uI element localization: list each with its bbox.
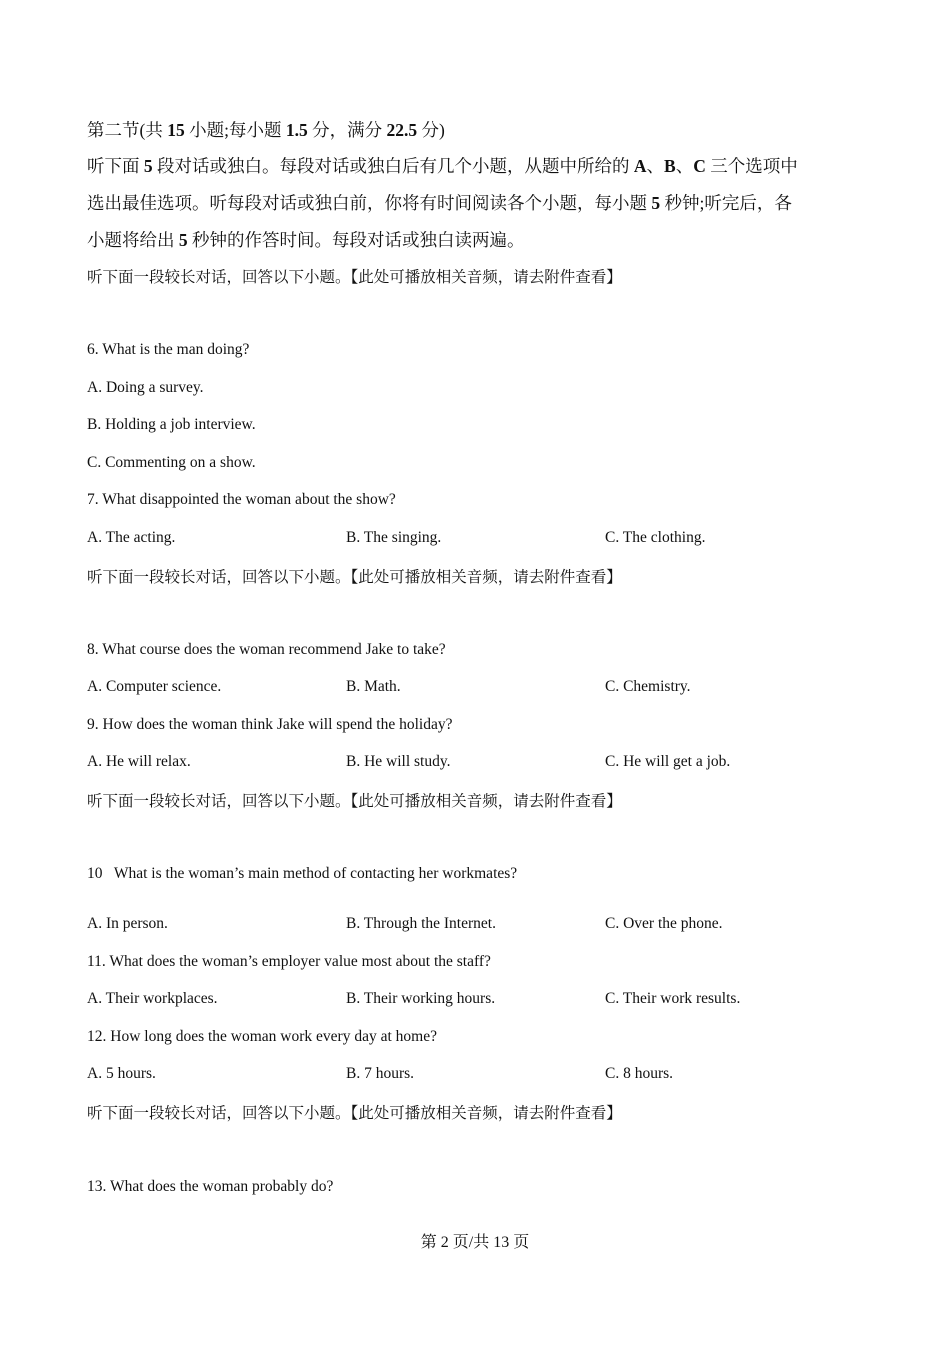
text: 段对话或独白。每段对话或独白后有几个小题，从题中所给的 xyxy=(152,156,634,176)
question-13: 13. What does the woman probably do? xyxy=(87,1178,334,1195)
question-6: 6. What is the man doing? xyxy=(87,341,250,358)
option-b: B. The singing. xyxy=(346,529,442,546)
audio-note: 听下面一段较长对话，回答以下小题。【此处可播放相关音频，请去附件查看】 xyxy=(87,793,622,810)
option-b: B. Math. xyxy=(346,678,401,695)
audio-note: 听下面一段较长对话，回答以下小题。【此处可播放相关音频，请去附件查看】 xyxy=(87,569,622,586)
letter: B xyxy=(664,156,676,176)
letter: A xyxy=(633,156,647,176)
instruction-line-1 xyxy=(87,153,798,178)
option-b: B. Through the Internet. xyxy=(346,915,496,932)
letter: C xyxy=(693,156,706,176)
question-10: 10 What is the woman’s main method of contacting her workmates? xyxy=(87,865,518,882)
text: 、 xyxy=(675,156,694,176)
instruction-line-2 xyxy=(87,190,792,215)
option-c: C. Over the phone. xyxy=(605,915,723,932)
num: 5 xyxy=(143,156,153,176)
text: 三个选项中 xyxy=(705,156,798,176)
option-a: A. Their workplaces. xyxy=(87,990,218,1007)
option-a: A. Doing a survey. xyxy=(87,379,204,396)
option-a: A. The acting. xyxy=(87,529,176,546)
option-c: C. The clothing. xyxy=(605,529,706,546)
title-part: 小题;每小题 xyxy=(184,120,286,140)
text: 听下面 xyxy=(87,156,144,176)
title-total: 22.5 xyxy=(386,120,418,140)
text: 、 xyxy=(646,156,665,176)
option-c: C. Their work results. xyxy=(605,990,741,1007)
title-part: 分) xyxy=(417,120,445,140)
option-b: B. Holding a job interview. xyxy=(87,416,256,433)
text: 小题将给出 xyxy=(87,230,179,250)
question-9: 9. How does the woman think Jake will spend the holiday? xyxy=(87,716,453,733)
option-a: A. 5 hours. xyxy=(87,1065,156,1082)
title-part: 第二节(共 xyxy=(87,120,168,140)
title-count: 15 xyxy=(167,120,185,140)
text: 秒钟的作答时间。每段对话或独白读两遍。 xyxy=(187,230,525,250)
question-12: 12. How long does the woman work every day at home? xyxy=(87,1028,437,1045)
audio-note: 听下面一段较长对话，回答以下小题。【此处可播放相关音频，请去附件查看】 xyxy=(87,269,622,286)
question-7: 7. What disappointed the woman about the show? xyxy=(87,491,396,508)
title-points: 1.5 xyxy=(285,120,308,140)
num: 5 xyxy=(651,193,661,213)
question-11: 11. What does the woman’s employer value most about the staff? xyxy=(87,953,491,970)
num: 5 xyxy=(178,230,188,250)
option-a: A. Computer science. xyxy=(87,678,222,695)
question-8: 8. What course does the woman recommend Jake to take? xyxy=(87,641,446,658)
text: 秒钟;听完后，各 xyxy=(660,193,792,213)
option-c: C. 8 hours. xyxy=(605,1065,674,1082)
option-b: B. Their working hours. xyxy=(346,990,496,1007)
option-c: C. Commenting on a show. xyxy=(87,454,256,471)
option-a: A. In person. xyxy=(87,915,168,932)
option-c: C. He will get a job. xyxy=(605,753,731,770)
option-a: A. He will relax. xyxy=(87,753,191,770)
instruction-line-3 xyxy=(87,227,525,252)
audio-note: 听下面一段较长对话，回答以下小题。【此处可播放相关音频，请去附件查看】 xyxy=(87,1105,622,1122)
option-b: B. 7 hours. xyxy=(346,1065,415,1082)
option-b: B. He will study. xyxy=(346,753,451,770)
section-title xyxy=(87,117,445,142)
text: 选出最佳选项。听每段对话或独白前，你将有时间阅读各个小题，每小题 xyxy=(87,193,652,213)
title-part: 分，满分 xyxy=(307,120,387,140)
option-c: C. Chemistry. xyxy=(605,678,691,695)
page-number: 第 2 页/共 13 页 xyxy=(420,1234,530,1251)
